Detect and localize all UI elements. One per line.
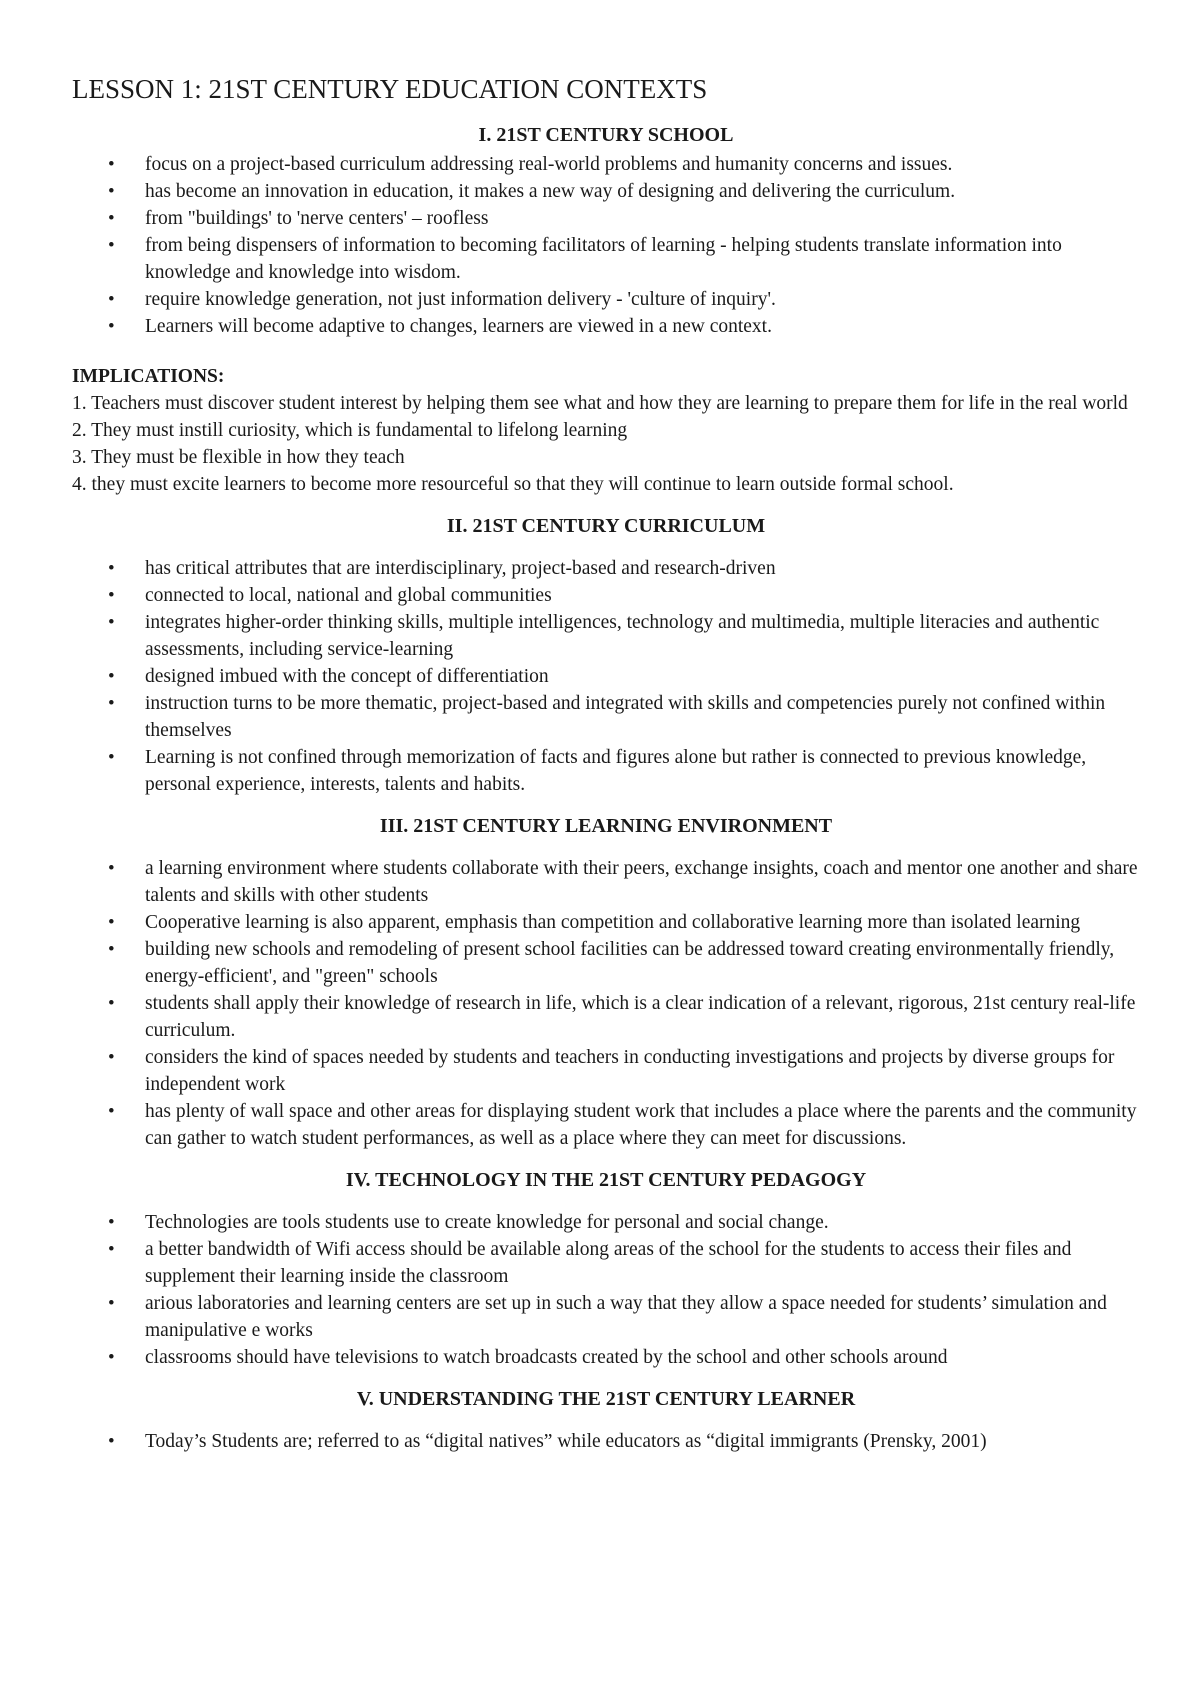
list-item-text: considers the kind of spaces needed by students and teachers in conducting investigations and projects by diverse groups for independent work [145, 1047, 1115, 1095]
list-item-text: connected to local, national and global communities [145, 585, 552, 606]
bullet-icon: • [108, 1347, 115, 1368]
implication-item: 4. they must excite learners to become more resourceful so that they will continue to learn outside formal school. [72, 474, 954, 495]
section-21st-century-curriculum [72, 513, 1140, 798]
bullet-icon: • [108, 1431, 115, 1452]
list-item-text: students shall apply their knowledge of research in life, which is a clear indication of a relevant, rigorous, 21st century real-life curriculum. [145, 993, 1136, 1041]
list-item [72, 1098, 1140, 1152]
list-item [72, 151, 1140, 178]
list-item [72, 936, 1140, 990]
list-item [72, 313, 1140, 340]
implications-block [72, 363, 1140, 498]
list-item [72, 178, 1140, 205]
list-item-text: focus on a project-based curriculum addressing real-world problems and humanity concerns and issues. [145, 154, 953, 175]
section-21st-century-school [72, 122, 1140, 340]
bullet-icon: • [108, 1101, 115, 1122]
list-item [72, 690, 1140, 744]
bullet-icon: • [108, 585, 115, 606]
bullet-icon: • [108, 1293, 115, 1314]
list-item-text: designed imbued with the concept of differentiation [145, 666, 549, 687]
document-title: LESSON 1: 21ST CENTURY EDUCATION CONTEXTS [72, 74, 708, 104]
bullet-list [72, 1209, 1140, 1371]
bullet-icon: • [108, 1239, 115, 1260]
bullet-icon: • [108, 235, 115, 256]
list-item [72, 232, 1140, 286]
section-21st-century-learning-environment [72, 813, 1140, 1152]
list-item [72, 1044, 1140, 1098]
list-item-text: Learners will become adaptive to changes, learners are viewed in a new context. [145, 316, 772, 337]
list-item-text: Today’s Students are; referred to as “digital natives” while educators as “digital immigrants (Prensky, 2001) [145, 1431, 987, 1452]
list-item-text: classrooms should have televisions to watch broadcasts created by the school and other schools around [145, 1347, 948, 1368]
section-understanding-learner [72, 1386, 1140, 1455]
list-item-text: integrates higher-order thinking skills, multiple intelligences, technology and multimedia, multiple literacies and authentic assessments, including service-learning [145, 612, 1100, 660]
list-item [72, 990, 1140, 1044]
list-item-text: Cooperative learning is also apparent, emphasis than competition and collaborative learning more than isolated learning [145, 912, 1081, 933]
list-item [72, 1428, 1140, 1455]
implications-list [72, 390, 1140, 498]
bullet-icon: • [108, 939, 115, 960]
list-item-text: has plenty of wall space and other areas for displaying student work that includes a place where the parents and the community can gather to watch student performances, as well as a place where they can meet for discussions. [145, 1101, 1137, 1149]
list-item-text: Learning is not confined through memorization of facts and figures alone but rather is connected to previous knowledge, personal experience, interests, talents and habits. [145, 747, 1087, 795]
bullet-icon: • [108, 912, 115, 933]
bullet-icon: • [108, 858, 115, 879]
list-item [72, 1290, 1140, 1344]
list-item [72, 1344, 1140, 1371]
list-item [72, 855, 1140, 909]
list-item [72, 909, 1140, 936]
bullet-icon: • [108, 993, 115, 1014]
list-item [72, 582, 1140, 609]
bullet-list [72, 855, 1140, 1152]
list-item [72, 663, 1140, 690]
list-item-text: require knowledge generation, not just information delivery - 'culture of inquiry'. [145, 289, 776, 310]
bullet-icon: • [108, 693, 115, 714]
list-item [72, 609, 1140, 663]
list-item-text: arious laboratories and learning centers are set up in such a way that they allow a space needed for students’ simulation and manipulative e works [145, 1293, 1107, 1341]
section-heading: I. 21ST CENTURY SCHOOL [478, 124, 734, 146]
bullet-icon: • [108, 181, 115, 202]
list-item-text: a better bandwidth of Wifi access should be available along areas of the school for the students to access their files and supplement their learning inside the classroom [145, 1239, 1072, 1287]
bullet-icon: • [108, 208, 115, 229]
implication-item: 3. They must be flexible in how they teach [72, 447, 405, 468]
bullet-icon: • [108, 1212, 115, 1233]
bullet-icon: • [108, 154, 115, 175]
implication-item: 1. Teachers must discover student interest by helping them see what and how they are learning to prepare them for life in the real world [72, 393, 1128, 414]
section-heading: III. 21ST CENTURY LEARNING ENVIRONMENT [379, 815, 833, 837]
list-item [72, 744, 1140, 798]
list-item [72, 1236, 1140, 1290]
list-item-text: has become an innovation in education, it makes a new way of designing and delivering the curriculum. [145, 181, 956, 202]
section-heading: V. UNDERSTANDING THE 21ST CENTURY LEARNER [356, 1388, 856, 1410]
list-item [72, 286, 1140, 313]
list-item-text: has critical attributes that are interdisciplinary, project-based and research-driven [145, 558, 776, 579]
bullet-list [72, 151, 1140, 340]
list-item-text: from "buildings' to 'nerve centers' – roofless [145, 208, 489, 229]
section-heading: II. 21ST CENTURY CURRICULUM [446, 515, 766, 537]
list-item-text: instruction turns to be more thematic, project-based and integrated with skills and competencies purely not confined within themselves [145, 693, 1106, 741]
bullet-icon: • [108, 558, 115, 579]
bullet-icon: • [108, 612, 115, 633]
list-item-text: Technologies are tools students use to create knowledge for personal and social change. [145, 1212, 829, 1233]
list-item-text: a learning environment where students collaborate with their peers, exchange insights, coach and mentor one another and share talents and skills with other students [145, 858, 1138, 906]
list-item [72, 555, 1140, 582]
bullet-icon: • [108, 747, 115, 768]
list-item [72, 1209, 1140, 1236]
list-item-text: building new schools and remodeling of present school facilities can be addressed toward creating environmentally friendly, energy-efficient', and "green" schools [145, 939, 1115, 987]
section-heading: IV. TECHNOLOGY IN THE 21ST CENTURY PEDAGOGY [345, 1169, 867, 1191]
bullet-list [72, 555, 1140, 798]
bullet-icon: • [108, 1047, 115, 1068]
bullet-icon: • [108, 666, 115, 687]
list-item [72, 205, 1140, 232]
implication-item: 2. They must instill curiosity, which is fundamental to lifelong learning [72, 420, 628, 441]
bullet-icon: • [108, 316, 115, 337]
bullet-icon: • [108, 289, 115, 310]
section-technology-pedagogy [72, 1167, 1140, 1371]
implications-heading: IMPLICATIONS: [72, 366, 225, 387]
list-item-text: from being dispensers of information to becoming facilitators of learning - helping students translate information into knowledge and knowledge into wisdom. [145, 235, 1062, 283]
bullet-list [72, 1428, 1140, 1455]
